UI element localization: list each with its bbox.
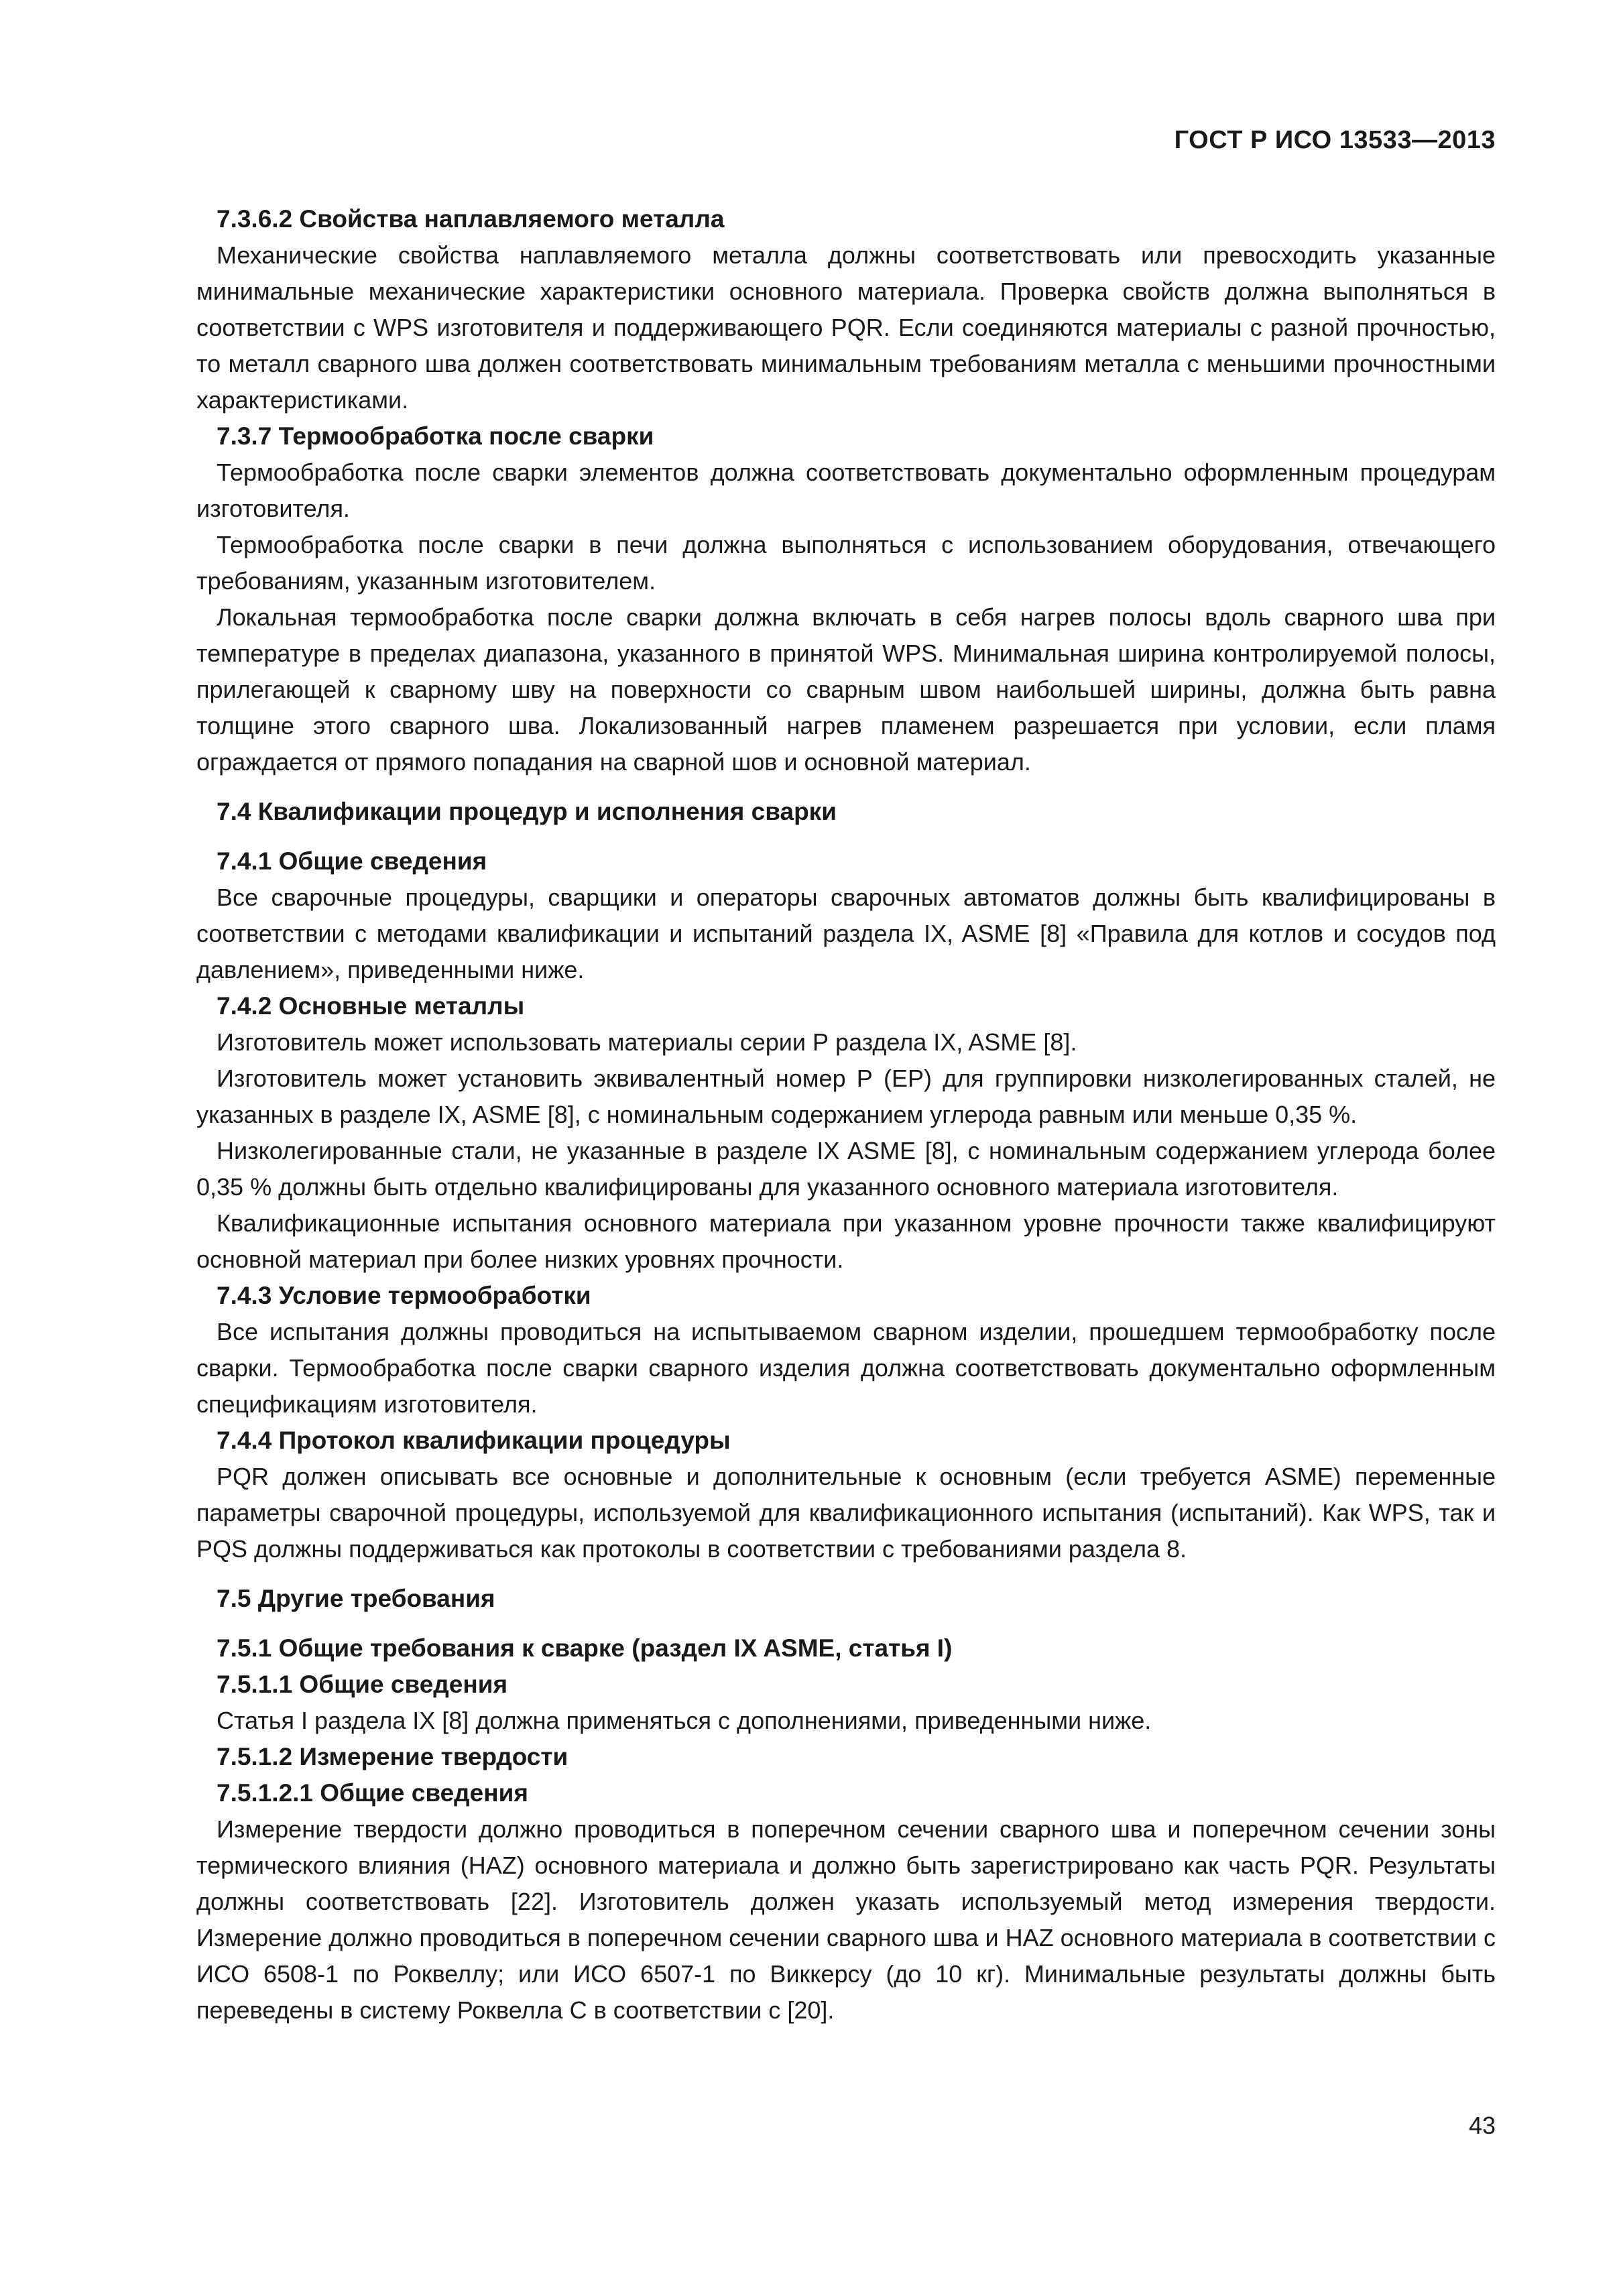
paragraph: Все сварочные процедуры, сварщики и операторы сварочных автоматов должны быть квалифицированы в соответствии с методами квалификации и испытаний раздела IX, ASME [8] «Правила для котлов и сосудов под давлением», приведенными ниже. xyxy=(196,884,1496,983)
paragraph: Статья I раздела IX [8] должна применяться с дополнениями, приведенными ниже. xyxy=(217,1707,1152,1734)
section-heading: 7.4.1 Общие сведения xyxy=(217,847,487,875)
section-heading: 7.4 Квалификации процедур и исполнения сварки xyxy=(217,798,837,825)
paragraph: Квалификационные испытания основного материала при указанном уровне прочности также квалифицируют основной материал при более низких уровнях прочности. xyxy=(196,1209,1496,1273)
paragraph: Механические свойства наплавляемого металла должны соответствовать или превосходить указанные минимальные механические характеристики основного материала. Проверка свойств должна выполняться в соответствии с WPS изготовителя и поддерживающего PQR. Если соединяются материалы с разной прочностью, то металл сварного шва должен соответствовать минимальным требованиям металла с меньшими прочностными характеристиками. xyxy=(196,241,1496,414)
document-header: ГОСТ Р ИСО 13533—2013 xyxy=(1174,126,1496,154)
paragraph: Термообработка после сварки элементов должна соответствовать документально оформленным процедурам изготовителя. xyxy=(196,459,1496,522)
spacer xyxy=(196,780,1496,794)
section-heading: 7.5.1.2.1 Общие сведения xyxy=(217,1779,528,1807)
paragraph: Изготовитель может использовать материалы серии Р раздела IX, ASME [8]. xyxy=(217,1028,1077,1056)
spacer xyxy=(196,1567,1496,1581)
paragraph: Изготовитель может установить эквивалентный номер Р (ЕР) для группировки низколегированных сталей, не указанных в разделе IX, ASME [8], с номинальным содержанием углерода равным или меньше 0,35 %. xyxy=(196,1065,1496,1128)
section-heading: 7.5.1.2 Измерение твердости xyxy=(217,1743,568,1770)
paragraph: Локальная термообработка после сварки должна включать в себя нагрев полосы вдоль сварного шва при температуре в пределах диапазона, указанного в принятой WPS. Минимальная ширина контролируемой полосы, прилегающей к сварному шву на поверхности со сварным швом наибольшей ширины, должна быть равна толщине этого сварного шва. Локализованный нагрев пламенем разрешается при условии, если пламя ограждается от прямого попадания на сварной шов и основной материал. xyxy=(196,603,1496,776)
section-heading: 7.4.4 Протокол квалификации процедуры xyxy=(217,1427,731,1454)
section-heading: 7.5 Другие требования xyxy=(217,1585,495,1612)
page-number: 43 xyxy=(1468,2112,1496,2139)
paragraph: Термообработка после сварки в печи должна выполняться с использованием оборудования, отвечающего требованиям, указанным изготовителем. xyxy=(196,531,1496,595)
section-heading: 7.4.2 Основные металлы xyxy=(217,992,525,1020)
paragraph: Низколегированные стали, не указанные в разделе IX ASME [8], с номинальным содержанием углерода более 0,35 % должны быть отдельно квалифицированы для указанного основного материала изготовителя. xyxy=(196,1137,1496,1201)
paragraph: Все испытания должны проводиться на испытываемом сварном изделии, прошедшем термообработку после сварки. Термообработка после сварки сварного изделия должна соответствовать документально оформленным спецификациям изготовителя. xyxy=(196,1318,1496,1418)
section-heading: 7.3.7 Термообработка после сварки xyxy=(217,422,654,450)
paragraph: Измерение твердости должно проводиться в поперечном сечении сварного шва и поперечном сечении зоны термического влияния (HAZ) основного материала и должно быть зарегистрировано как часть PQR. Результаты должны соответствовать [22]. Изготовитель должен указать используемый метод измерения твердости. Измерение должно проводиться в поперечном сечении сварного шва и HAZ основного материала в соответствии с ИСО 6508-1 по Роквеллу; или ИСО 6507-1 по Виккерсу (до 10 кг). Минимальные результаты должны быть переведены в систему Роквелла С в соответствии с [20]. xyxy=(196,1815,1496,2024)
spacer xyxy=(196,1617,1496,1630)
section-heading: 7.4.3 Условие термообработки xyxy=(217,1282,591,1309)
paragraph: PQR должен описывать все основные и дополнительные к основным (если требуется ASME) переменные параметры сварочной процедуры, используемой для квалификационного испытания (испытаний). Как WPS, так и PQS должны поддерживаться как протоколы в соответствии с требованиями раздела 8. xyxy=(196,1463,1496,1563)
document-body xyxy=(196,201,1496,2029)
spacer xyxy=(196,830,1496,843)
section-heading: 7.5.1.1 Общие сведения xyxy=(217,1671,508,1698)
section-heading: 7.3.6.2 Свойства наплавляемого металла xyxy=(217,205,725,233)
section-heading: 7.5.1 Общие требования к сварке (раздел IX ASME, статья I) xyxy=(217,1634,953,1662)
